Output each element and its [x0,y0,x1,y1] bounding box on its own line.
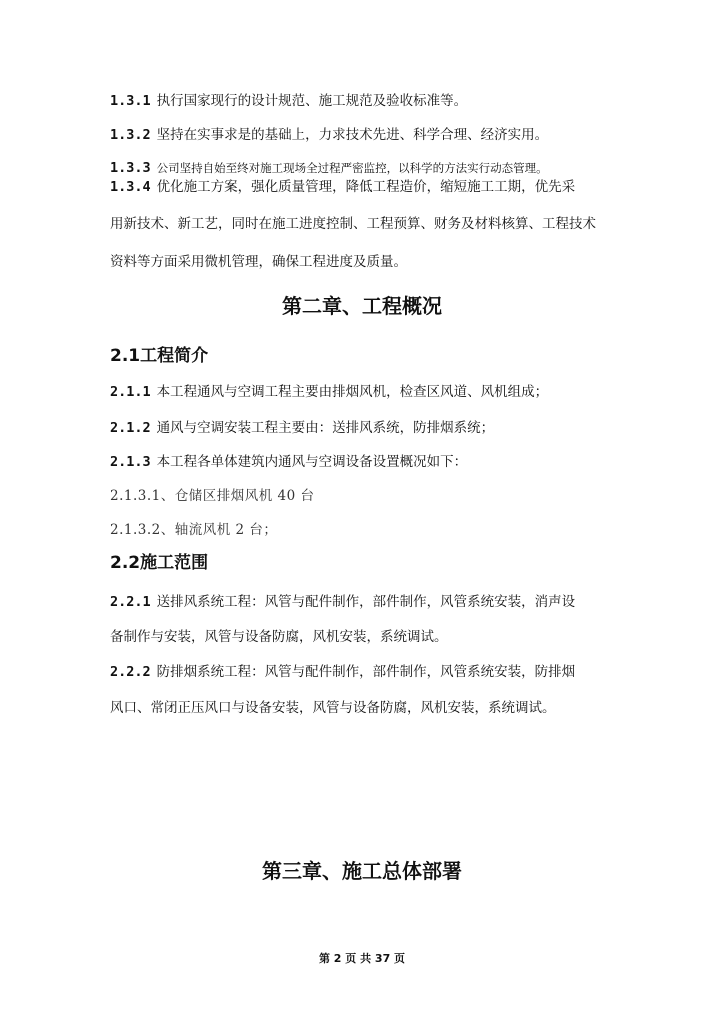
item-text: 本工程各单体建筑内通风与空调设备设置概况如下： [156,454,468,470]
item-2-2-1-continued: 备制作与安装，风管与设备防腐，风机安装，系统调试。 [110,629,448,645]
item-1-3-1 [110,91,467,111]
chapter-2-title: 第二章、工程概况 [282,294,442,318]
section-2-2-heading: 2.2施工范围 [110,553,209,573]
item-text: 送排风系统工程：风管与配件制作，部件制作，风管系统安装，消声设 [156,594,576,610]
section-2-1-heading: 2.1工程简介 [110,346,209,366]
item-number: 1.3.3 [110,160,151,176]
chapter-3-title: 第三章、施工总体部署 [262,859,462,883]
item-2-1-3-1: 2.1.3.1、仓储区排烟风机 40 台 [110,488,315,504]
item-number: 1.3.4 [110,179,151,195]
item-number: 2.1.1 [110,384,151,400]
item-number: 2.1.3 [110,454,151,470]
item-number: 2.2.2 [110,664,151,680]
item-text: 执行国家现行的设计规范、施工规范及验收标准等。 [156,93,468,109]
item-text: 通风与空调安装工程主要由：送排风系统，防排烟系统； [156,420,495,436]
item-2-2-2-continued: 风口、常闭正压风口与设备安装，风管与设备防腐，风机安装，系统调试。 [110,700,556,716]
item-1-3-4-continued-1: 用新技术、新工艺，同时在施工进度控制、工程预算、财务及材料核算、工程技术 [110,216,596,232]
item-2-1-1 [110,382,548,402]
item-text: 本工程通风与空调工程主要由排烟风机，检查区风道、风机组成； [156,384,549,400]
item-1-3-4-continued-2: 资料等方面采用微机管理，确保工程进度及质量。 [110,254,407,270]
item-1-3-3 [110,158,548,178]
item-2-1-2 [110,418,494,438]
item-2-2-1 [110,592,575,612]
item-text: 防排烟系统工程：风管与配件制作，部件制作，风管系统安装，防排烟 [156,664,576,680]
item-text: 坚持在实事求是的基础上，力求技术先进、科学合理、经济实用。 [156,127,549,143]
item-text: 优化施工方案，强化质量管理，降低工程造价，缩短施工工期，优先采 [156,179,576,195]
page-footer: 第 2 页 共 37 页 [318,952,406,965]
item-text: 公司坚持自始至终对施工现场全过程严密监控，以科学的方法实行动态管理。 [156,161,548,175]
item-1-3-2 [110,125,548,145]
item-2-1-3 [110,452,467,472]
item-number: 1.3.1 [110,93,151,109]
item-1-3-4 [110,177,575,197]
item-number: 2.2.1 [110,594,151,610]
item-2-2-2 [110,662,575,682]
item-number: 1.3.2 [110,127,151,143]
item-number: 2.1.2 [110,420,151,436]
item-2-1-3-2: 2.1.3.2、轴流风机 2 台； [110,522,278,538]
